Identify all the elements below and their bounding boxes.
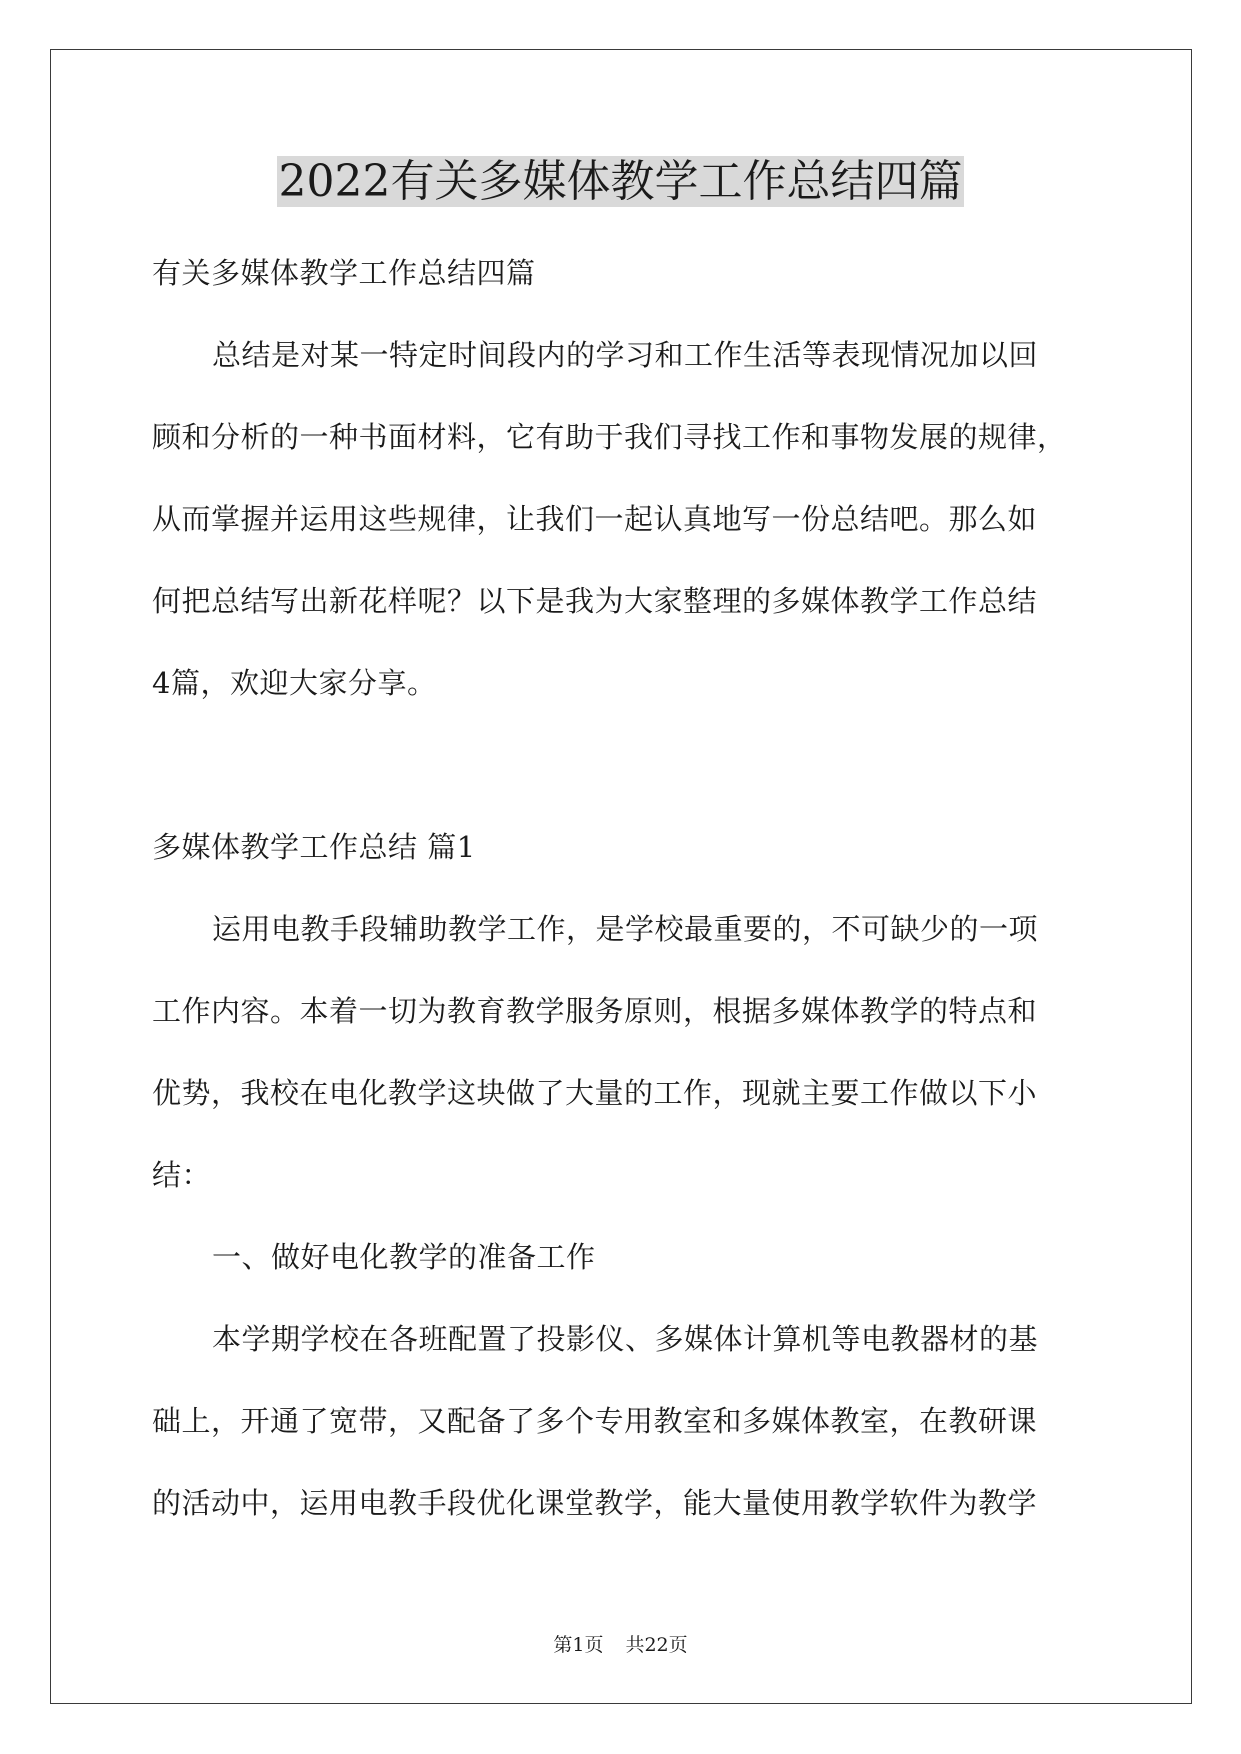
paragraph-line: 础上，开通了宽带，又配备了多个专用教室和多媒体教室，在教研课 [152,1404,1038,1438]
paragraph-line: 顾和分析的一种书面材料，它有助于我们寻找工作和事物发展的规律， [152,420,1067,454]
document-title [0,152,1241,212]
paragraph-line: 运用电教手段辅助教学工作，是学校最重要的，不可缺少的一项 [212,912,1039,946]
document-body [152,232,1092,1544]
paragraph-line: 总结是对某一特定时间段内的学习和工作生活等表现情况加以回 [212,338,1039,372]
page-footer [0,1632,1241,1658]
paragraph-line: 结： [152,1158,212,1192]
document-title-text: 2022有关多媒体教学工作总结四篇 [278,156,963,207]
paragraph-line: 何把总结写出新花样呢？以下是我为大家整理的多媒体教学工作总结 [152,584,1038,618]
page-number: 第1页 [553,1634,604,1656]
page-total: 共22页 [625,1634,688,1656]
section-heading: 多媒体教学工作总结 篇1 [152,830,476,864]
paragraph-line: 工作内容。本着一切为教育教学服务原则，根据多媒体教学的特点和 [152,994,1038,1028]
subsection-heading: 一、做好电化教学的准备工作 [212,1240,596,1274]
paragraph-line: 从而掌握并运用这些规律，让我们一起认真地写一份总结吧。那么如 [152,502,1038,536]
subtitle-line: 有关多媒体教学工作总结四篇 [152,256,536,290]
paragraph-line: 优势，我校在电化教学这块做了大量的工作，现就主要工作做以下小 [152,1076,1038,1110]
paragraph-line: 的活动中，运用电教手段优化课堂教学，能大量使用教学软件为教学 [152,1486,1038,1520]
paragraph-line: 4篇，欢迎大家分享。 [152,666,437,700]
paragraph-spacer [152,724,1092,806]
paragraph-line: 本学期学校在各班配置了投影仪、多媒体计算机等电教器材的基 [212,1322,1039,1356]
